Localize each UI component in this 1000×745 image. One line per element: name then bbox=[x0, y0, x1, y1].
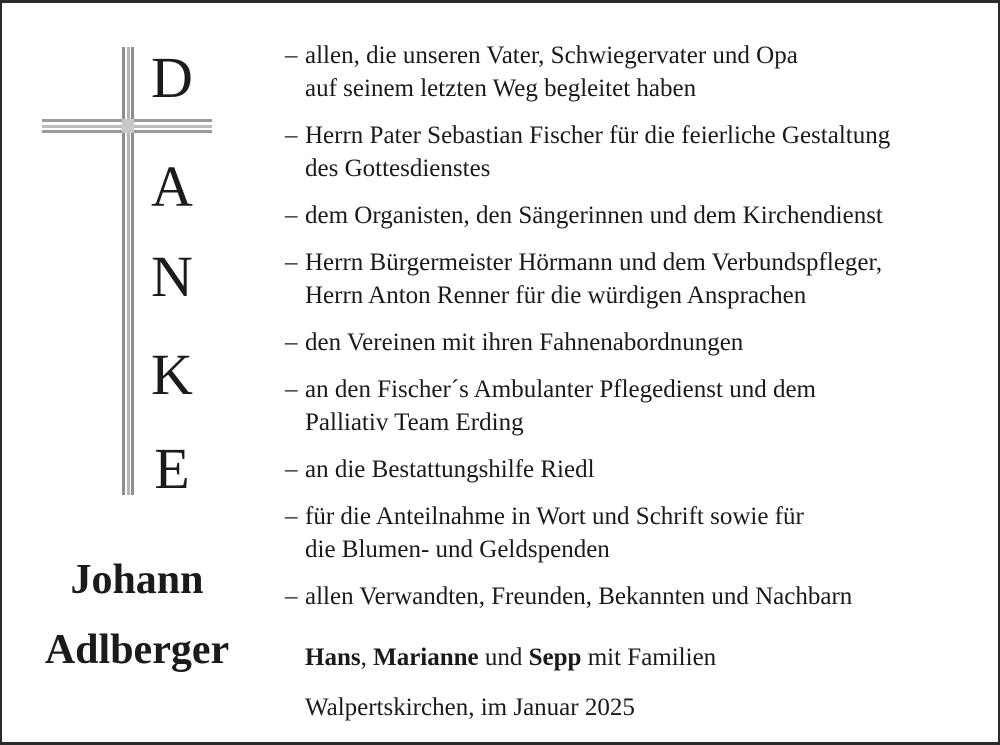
thanks-item bbox=[285, 246, 975, 312]
danke-letter-n: N bbox=[151, 244, 193, 309]
thanks-item-line: Herrn Anton Renner für die würdigen Ansprachen bbox=[305, 282, 807, 309]
thanks-item bbox=[285, 453, 975, 486]
danke-letter-d: D bbox=[151, 45, 193, 110]
dash-bullet: – bbox=[285, 376, 298, 403]
thanks-item-line: Herrn Pater Sebastian Fischer für die feierliche Gestaltung bbox=[305, 122, 891, 149]
dash-bullet: – bbox=[285, 456, 298, 483]
cross-intersection bbox=[122, 119, 134, 133]
thanks-item-line: den Vereinen mit ihren Fahnenabordnungen bbox=[305, 329, 744, 356]
thanks-item bbox=[285, 39, 975, 105]
family-separator: , bbox=[360, 644, 374, 671]
thanks-item-line: an die Bestattungshilfe Riedl bbox=[305, 456, 595, 483]
thanks-item-line: an den Fischer´s Ambulanter Pflegedienst und dem bbox=[305, 376, 816, 403]
danke-letter-e: E bbox=[154, 436, 190, 501]
dash-bullet: – bbox=[285, 42, 298, 69]
family-name-sepp: Sepp bbox=[528, 644, 582, 671]
dash-bullet: – bbox=[285, 202, 298, 229]
thanks-item-line: des Gottesdienstes bbox=[305, 155, 491, 182]
dash-bullet: – bbox=[285, 122, 298, 149]
family-name-hans: Hans bbox=[305, 644, 361, 671]
dash-bullet: – bbox=[285, 249, 298, 276]
deceased-first-name: Johann bbox=[70, 557, 204, 603]
family-signature bbox=[305, 641, 716, 674]
dash-bullet: – bbox=[285, 329, 298, 356]
dash-bullet: – bbox=[285, 503, 298, 530]
thanks-item-line: Herrn Bürgermeister Hörmann und dem Verbundspfleger, bbox=[305, 249, 883, 276]
dash-bullet: – bbox=[285, 583, 298, 610]
thanks-item-line: dem Organisten, den Sängerinnen und dem Kirchendienst bbox=[305, 202, 883, 229]
thanks-item bbox=[285, 373, 975, 439]
danke-letter-a: A bbox=[151, 154, 193, 219]
cross-vertical-beam bbox=[122, 47, 134, 495]
thanks-item bbox=[285, 580, 975, 613]
thanks-item-line: Palliativ Team Erding bbox=[305, 409, 524, 436]
thanks-item bbox=[285, 119, 975, 185]
thanks-list bbox=[285, 39, 975, 627]
deceased-last-name: Adlberger bbox=[44, 627, 230, 673]
thanks-item bbox=[285, 199, 975, 232]
family-suffix: mit Familien bbox=[581, 644, 717, 671]
thanks-item bbox=[285, 500, 975, 566]
danke-letter-k: K bbox=[151, 342, 193, 407]
thanks-item-line: die Blumen- und Geldspenden bbox=[305, 536, 610, 563]
thanks-item-line: auf seinem letzten Weg begleitet haben bbox=[305, 75, 697, 102]
thanks-item-line: allen, die unseren Vater, Schwiegervater und Opa bbox=[305, 42, 798, 69]
thanks-item-line: für die Anteilnahme in Wort und Schrift sowie für bbox=[305, 503, 804, 530]
thanks-item-line: allen Verwandten, Freunden, Bekannten und Nachbarn bbox=[305, 583, 853, 610]
family-name-marianne: Marianne bbox=[373, 644, 479, 671]
thanks-item bbox=[285, 326, 975, 359]
place-and-date: Walpertskirchen, im Januar 2025 bbox=[305, 694, 635, 721]
family-separator: und bbox=[478, 644, 529, 671]
